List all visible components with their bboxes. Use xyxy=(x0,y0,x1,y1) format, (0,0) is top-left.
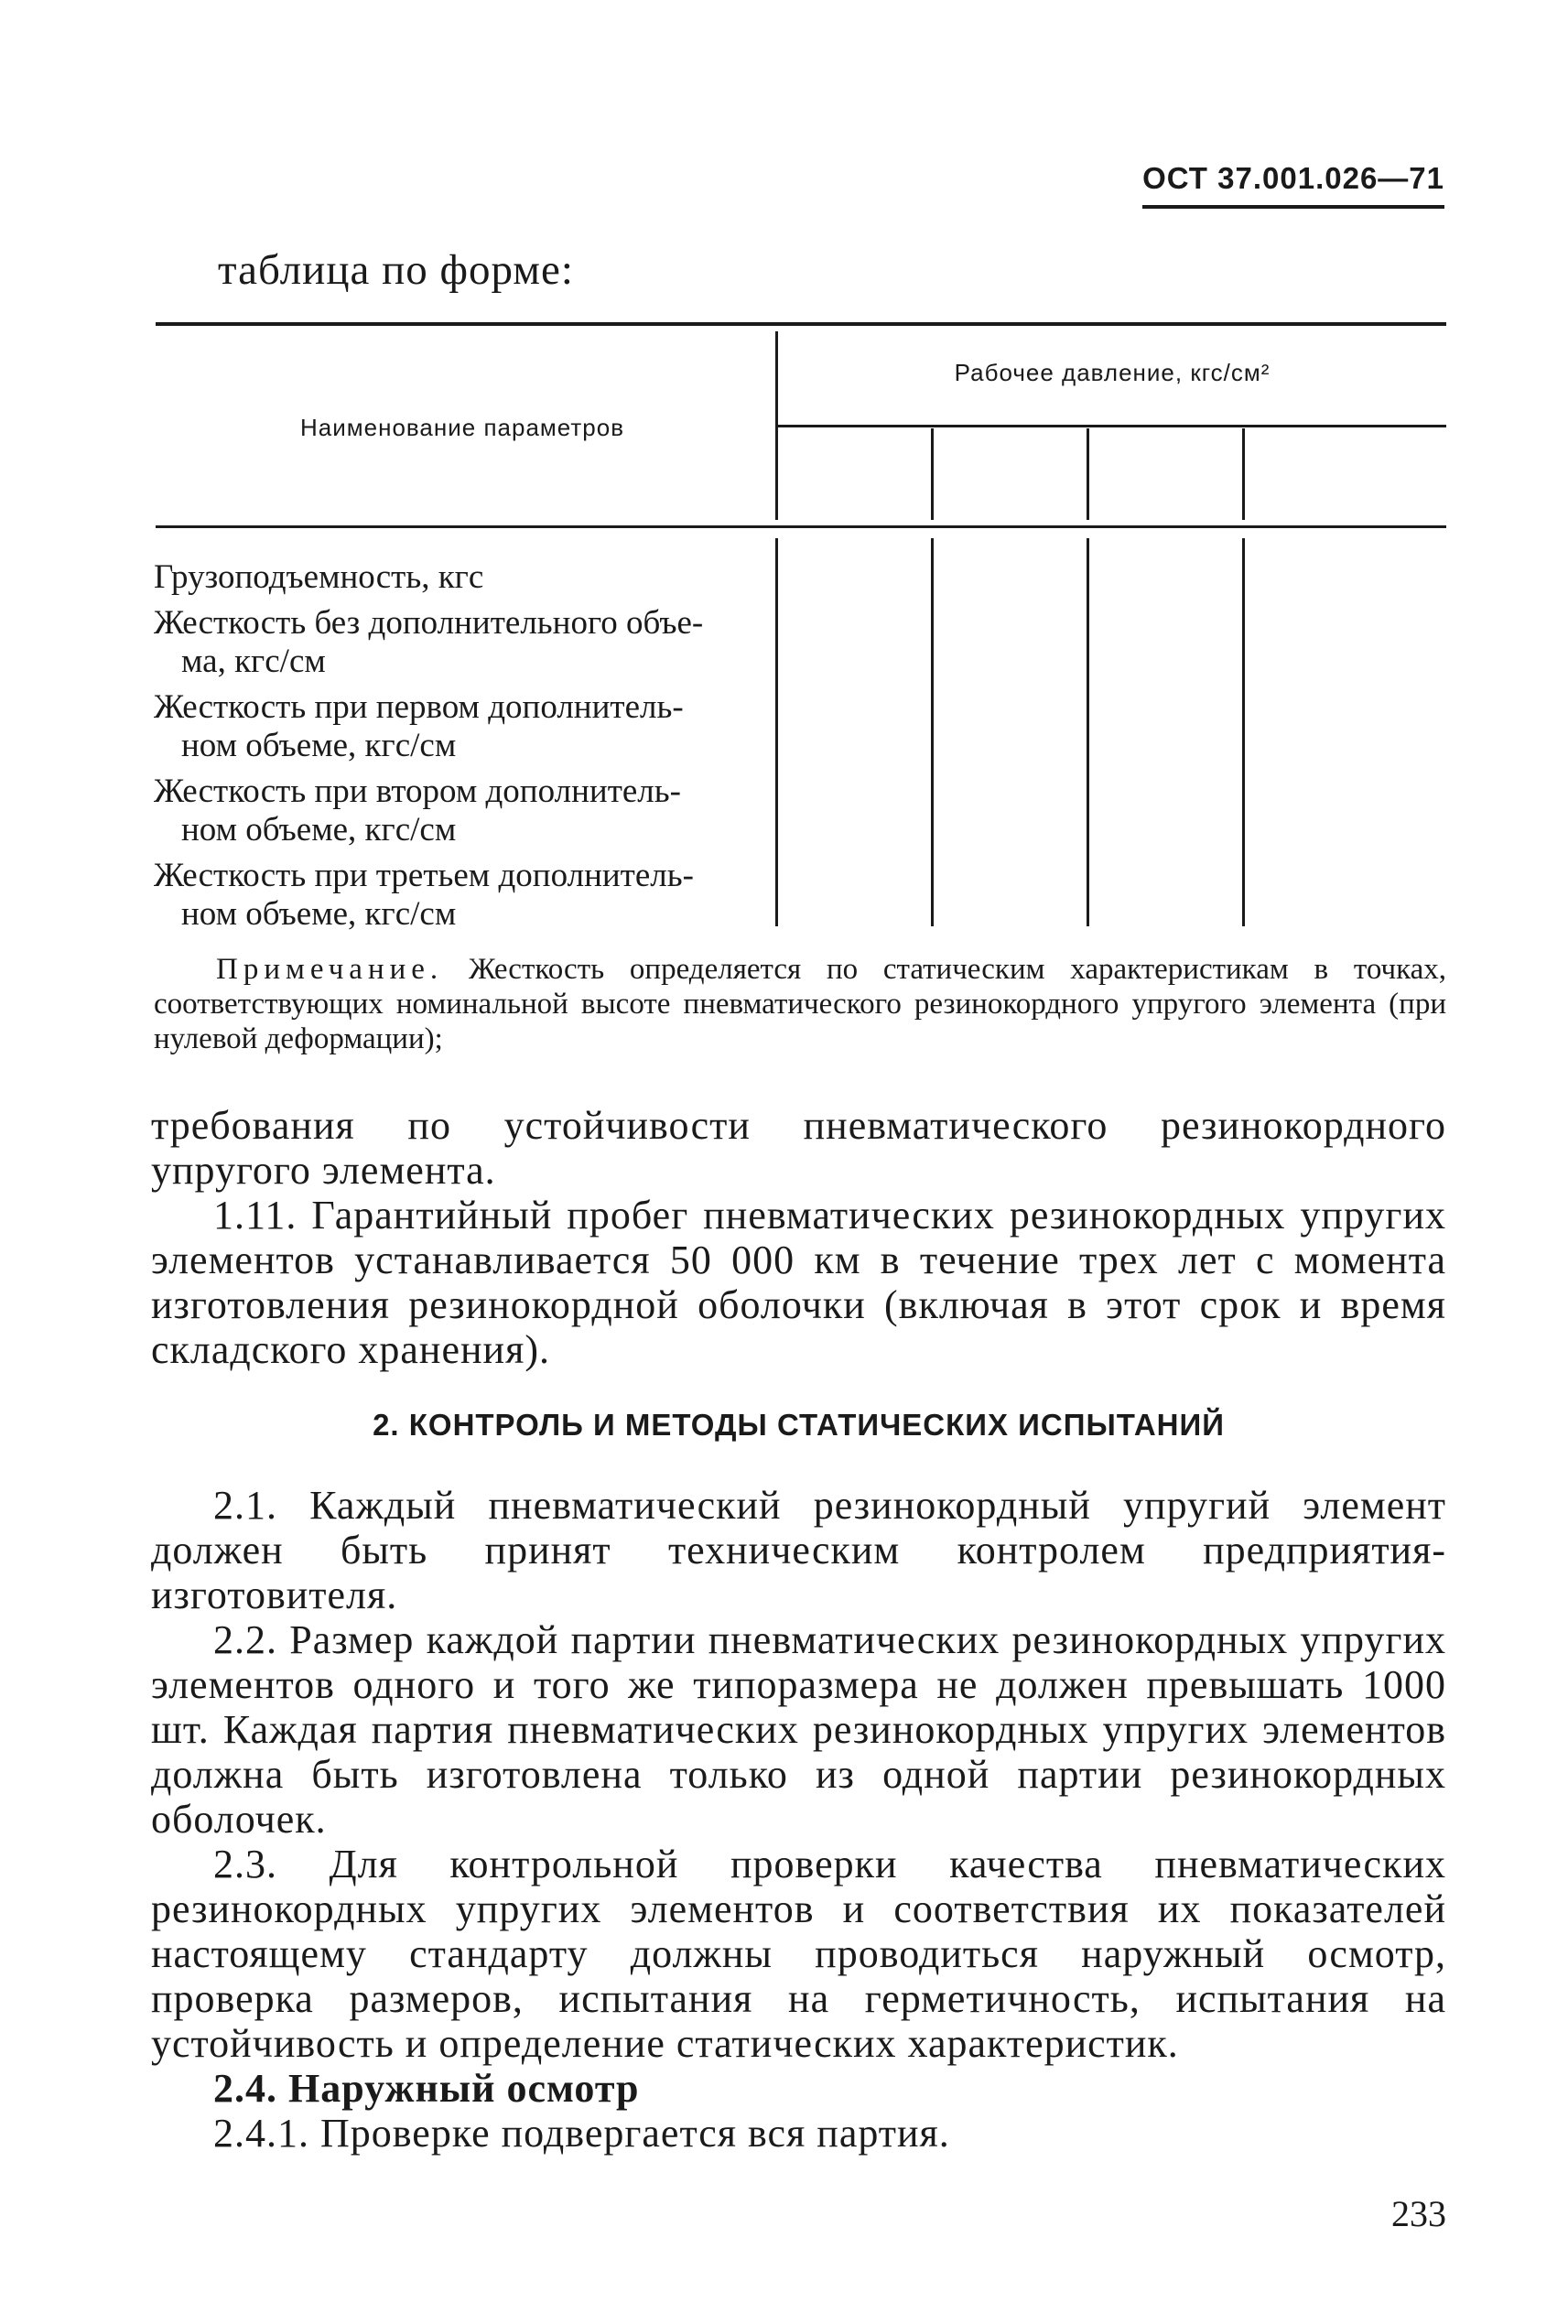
note-text: Жесткость определяется по статическим характеристикам в точках, соответствующих номинальной высоте пневматического резинокордного упругого элемента (при нулевой деформации); xyxy=(154,953,1446,1055)
table-intro: таблица по форме: xyxy=(218,246,574,294)
paragraph: 2.1. Каждый пневматический резинокордный упругий элемент должен быть принят техническим контролем предприятия-изготовителя. xyxy=(151,1483,1446,1617)
row-label: Жесткость при первом дополнитель- xyxy=(154,688,684,726)
table-column-divider xyxy=(1242,428,1245,520)
table-row xyxy=(154,558,758,597)
column-header-name: Наименование параметров xyxy=(299,414,625,441)
column-header-pressure: Рабочее давление, кгс/см² xyxy=(954,359,1271,386)
body-text-bottom xyxy=(151,1483,1446,2156)
document-code: ОСТ 37.001.026—71 xyxy=(1142,161,1444,209)
paragraph: 2.4.1. Проверке подвергается вся партия. xyxy=(213,2111,950,2156)
table-header-rule xyxy=(778,425,1446,427)
table-row xyxy=(154,688,758,765)
row-label: Жесткость при втором дополнитель- xyxy=(154,773,681,810)
row-label-continuation: ном объеме, кгс/см xyxy=(181,727,457,764)
table-column-divider xyxy=(1242,538,1245,926)
row-label-continuation: ма, кгс/см xyxy=(181,643,326,680)
row-label: Жесткость без дополнительного объе- xyxy=(154,604,704,642)
body-text-top xyxy=(151,1103,1446,1372)
table-column-divider xyxy=(1087,538,1089,926)
table-row xyxy=(154,604,758,681)
page-number: 233 xyxy=(1391,2193,1446,2234)
table-column-divider xyxy=(931,538,934,926)
paragraph: 2.2. Размер каждой партии пневматических резинокордных упругих элементов одного и того же типоразмера не должен превышать 1000 шт. Каждая партия пневматических резинокордных упругих элементов должна быть изготовлена только из одной партии резинокордных оболочек. xyxy=(151,1617,1446,1842)
row-label-continuation: ном объеме, кгс/см xyxy=(181,895,457,933)
table-header-bottom-rule xyxy=(156,525,1446,528)
subsection-heading: 2.4. Наружный осмотр xyxy=(213,2066,640,2111)
paragraph: 1.11. Гарантийный пробег пневматических резинокордных упругих элементов устанавливается 50 000 км в течение трех лет с момента изготовления резинокордной оболочки (включая в этот срок и время складского хранения). xyxy=(151,1193,1446,1372)
row-label: Грузоподъемность, кгс xyxy=(154,558,484,596)
table-column-divider xyxy=(931,428,934,520)
table-column-divider xyxy=(1087,428,1089,520)
table-row xyxy=(154,857,758,934)
table-row xyxy=(154,773,758,849)
row-label-continuation: ном объеме, кгс/см xyxy=(181,811,457,849)
paragraph: 2.3. Для контрольной проверки качества пневматических резинокордных упругих элементов и соответствия их показателей настоящему стандарту должны проводиться наружный осмотр, проверка размеров, испытания на герметичность, испытания на устойчивость и определение статических характеристик. xyxy=(151,1842,1446,2066)
table-column-divider xyxy=(775,538,778,926)
table-top-rule xyxy=(156,322,1446,326)
row-label: Жесткость при третьем дополнитель- xyxy=(154,857,694,894)
note-lead: Примечание. xyxy=(216,953,444,986)
section-heading: 2. КОНТРОЛЬ И МЕТОДЫ СТАТИЧЕСКИХ ИСПЫТАНИЙ xyxy=(373,1408,1225,1442)
table-rows xyxy=(154,558,758,941)
table-note xyxy=(154,952,1446,1056)
paragraph: требования по устойчивости пневматического резинокордного упругого элемента. xyxy=(151,1103,1446,1193)
